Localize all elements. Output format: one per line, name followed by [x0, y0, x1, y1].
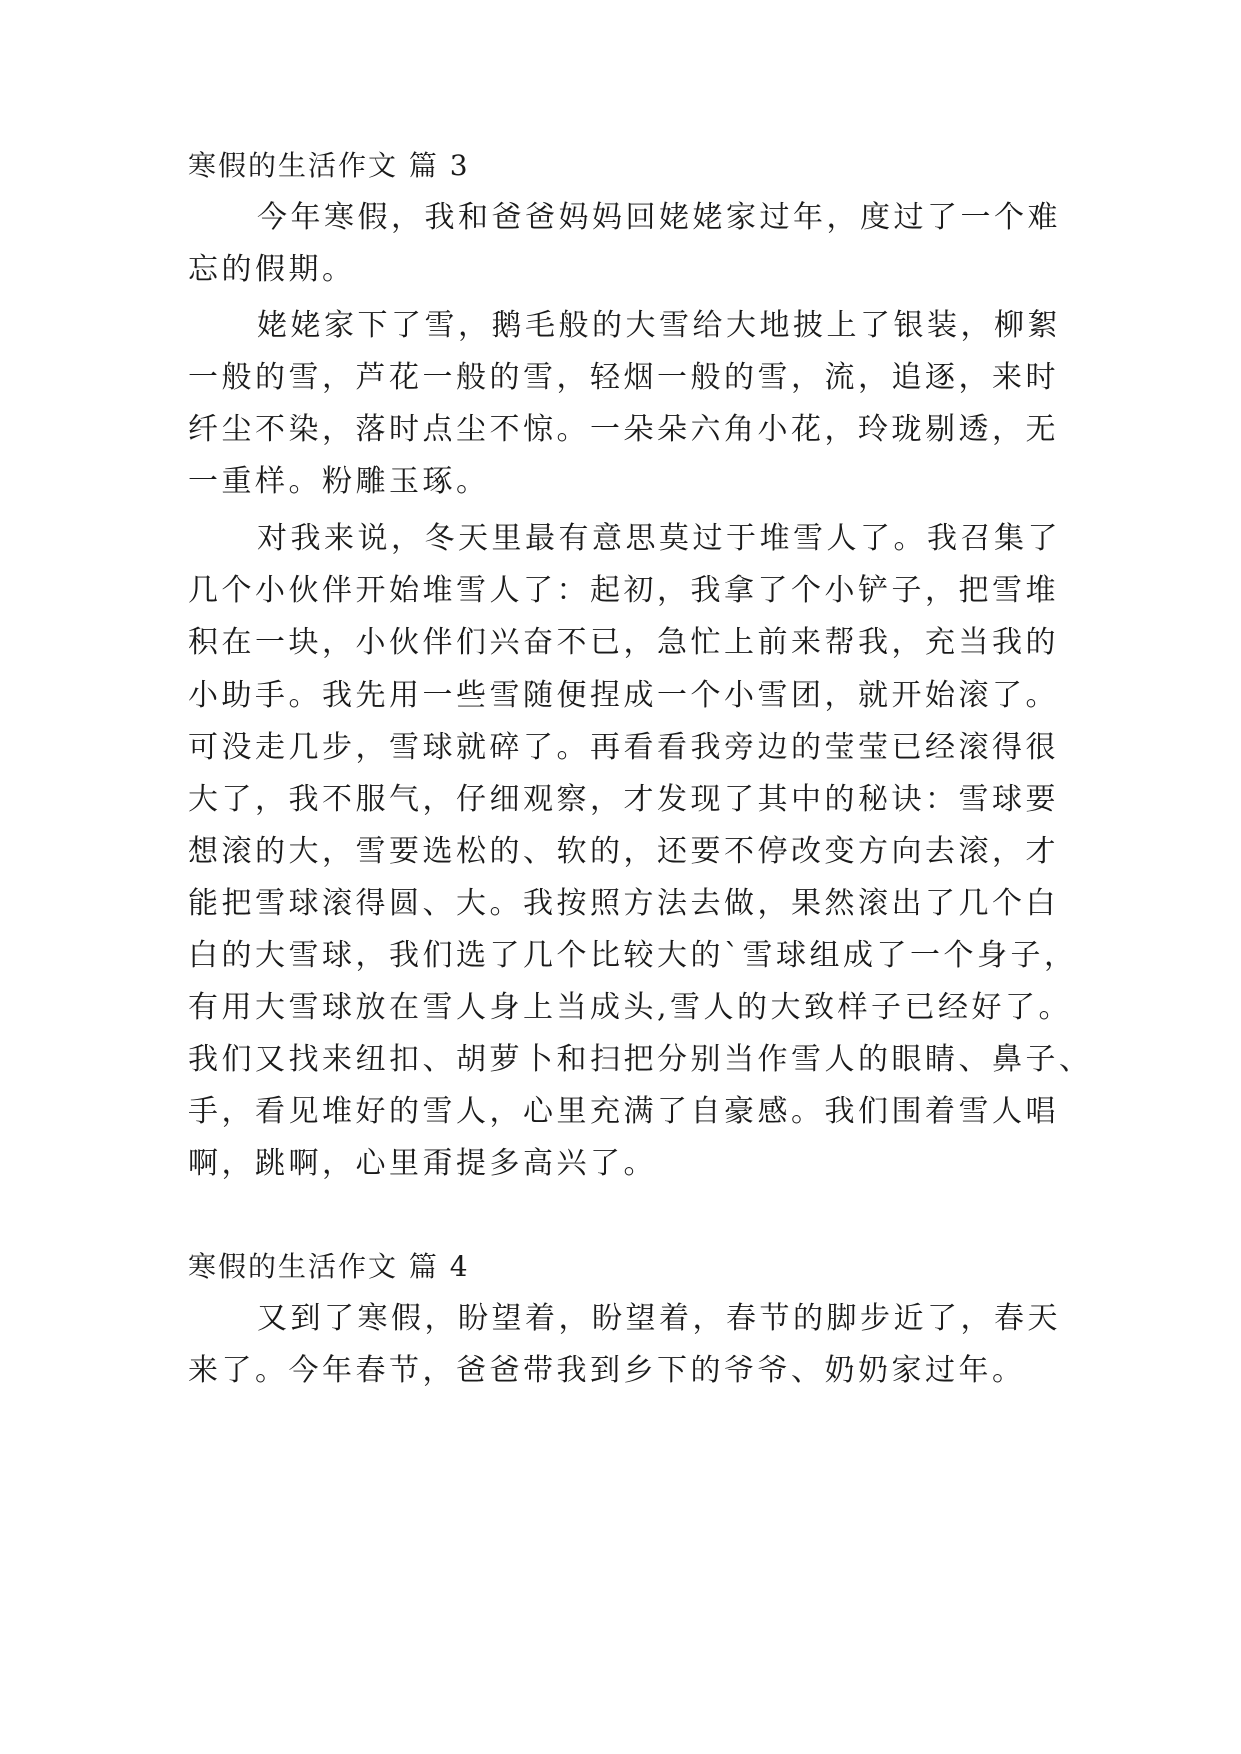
text-line: 白的大雪球，我们选了几个比较大的`雪球组成了一个身子，	[188, 938, 1078, 973]
text-line: 今年寒假，我和爸爸妈妈回姥姥家过年，度过了一个难	[257, 200, 1061, 235]
section-heading: 寒假的生活作文 篇 3	[188, 149, 470, 182]
text-line: 来了。今年春节，爸爸带我到乡下的爷爷、奶奶家过年。	[188, 1353, 1026, 1388]
text-line: 可没走几步，雪球就碎了。再看看我旁边的莹莹已经滚得很	[188, 730, 1059, 765]
text-line: 啊，跳啊，心里甭提多高兴了。	[188, 1146, 657, 1181]
text-line: 小助手。我先用一些雪随便捏成一个小雪团，就开始滚了。	[188, 678, 1059, 713]
text-line: 又到了寒假，盼望着，盼望着，春节的脚步近了，春天	[257, 1301, 1061, 1336]
text-line: 忘的假期。	[188, 252, 356, 287]
text-line: 我们又找来纽扣、胡萝卜和扫把分别当作雪人的眼睛、鼻子、	[188, 1042, 1093, 1077]
text-line: 对我来说，冬天里最有意思莫过于堆雪人了。我召集了	[257, 521, 1061, 556]
text-line: 有用大雪球放在雪人身上当成头,雪人的大致样子已经好了。	[188, 990, 1073, 1025]
text-line: 一般的雪，芦花一般的雪，轻烟一般的雪，流，追逐，来时	[188, 360, 1059, 395]
text-line: 手，看见堆好的雪人，心里充满了自豪感。我们围着雪人唱	[188, 1094, 1059, 1129]
text-line: 积在一块，小伙伴们兴奋不已，急忙上前来帮我，充当我的	[188, 625, 1059, 660]
text-line: 大了，我不服气，仔细观察，才发现了其中的秘诀：雪球要	[188, 782, 1059, 817]
text-line: 几个小伙伴开始堆雪人了：起初，我拿了个小铲子，把雪堆	[188, 573, 1059, 608]
text-line: 一重样。粉雕玉琢。	[188, 464, 490, 499]
section-heading: 寒假的生活作文 篇 4	[188, 1250, 470, 1283]
text-line: 能把雪球滚得圆、大。我按照方法去做，果然滚出了几个白	[188, 886, 1059, 921]
text-line: 姥姥家下了雪，鹅毛般的大雪给大地披上了银装，柳絮	[257, 308, 1061, 343]
text-line: 纤尘不染，落时点尘不惊。一朵朵六角小花，玲珑剔透，无	[188, 412, 1059, 447]
text-line: 想滚的大，雪要选松的、软的，还要不停改变方向去滚，才	[188, 834, 1059, 869]
